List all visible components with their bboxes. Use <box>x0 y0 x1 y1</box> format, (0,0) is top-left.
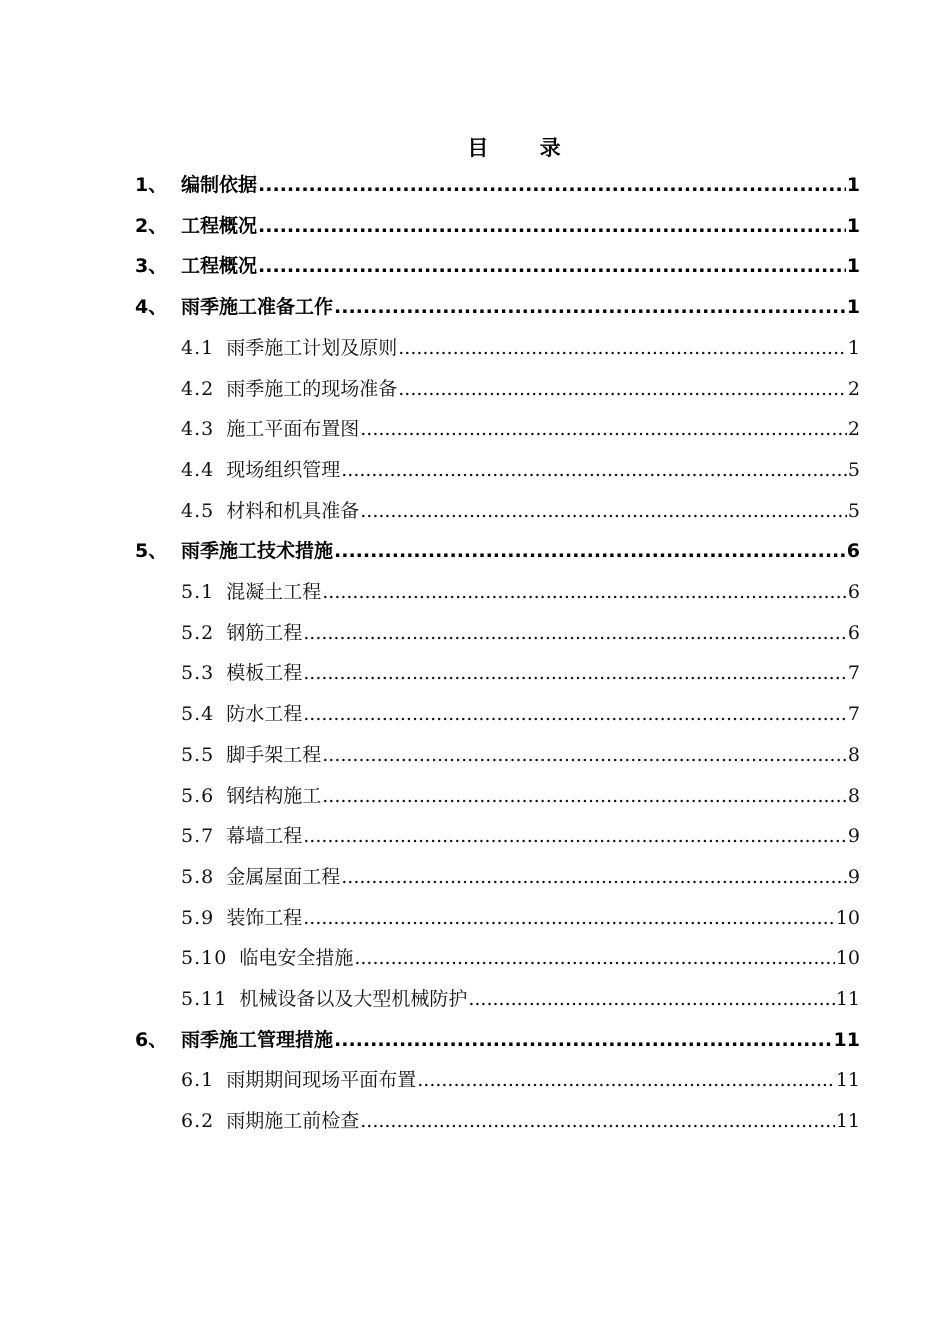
toc-page-number: 2 <box>847 377 860 400</box>
toc-entry-number: 6.2 <box>181 1110 215 1133</box>
toc-section-entry[interactable] <box>181 1060 860 1100</box>
toc-section-entry[interactable] <box>181 1101 860 1141</box>
toc-dot-leader <box>258 246 846 286</box>
toc-entry-number: 1、 <box>135 174 168 196</box>
toc-dot-leader <box>322 572 847 612</box>
toc-page-number: 6 <box>847 621 860 644</box>
toc-page-number: 7 <box>847 703 860 726</box>
toc-chapter-entry[interactable] <box>135 246 860 286</box>
toc-entry-number: 5.1 <box>181 581 215 603</box>
toc-page-number: 5 <box>847 499 860 522</box>
toc-dot-leader <box>360 409 847 449</box>
toc-entry-title: 脚手架工程 <box>226 743 322 766</box>
toc-entry-number: 2、 <box>135 214 168 237</box>
toc-dot-leader <box>322 735 847 775</box>
toc-entry-title: 雨季施工计划及原则 <box>226 336 398 359</box>
toc-dot-leader <box>334 1020 833 1060</box>
toc-entry-number: 5.4 <box>181 703 215 726</box>
toc-entry-title: 雨季施工技术措施 <box>181 540 334 563</box>
toc-dot-leader <box>303 816 847 856</box>
toc-section-entry[interactable] <box>181 857 860 897</box>
toc-page-number: 8 <box>847 743 860 766</box>
toc-entry-title: 工程概况 <box>181 255 258 278</box>
toc-section-entry[interactable] <box>181 450 860 490</box>
toc-dot-leader <box>341 450 847 490</box>
toc-entry-title: 编制依据 <box>181 174 258 196</box>
toc-section-entry[interactable] <box>181 369 860 409</box>
toc-section-entry[interactable] <box>181 491 860 531</box>
toc-entry-title: 幕墙工程 <box>226 825 303 848</box>
toc-dot-leader <box>334 531 846 571</box>
toc-page-number: 1 <box>846 214 860 237</box>
toc-entry-title: 工程概况 <box>181 214 258 237</box>
toc-entry-number: 4、 <box>135 296 168 319</box>
toc-chapter-entry[interactable] <box>135 1020 860 1060</box>
toc-dot-leader <box>334 287 846 327</box>
toc-dot-leader <box>398 369 847 409</box>
toc-page-number: 11 <box>835 988 860 1010</box>
toc-dot-leader <box>398 328 847 368</box>
toc-dot-leader <box>303 613 847 653</box>
toc-chapter-entry[interactable] <box>135 165 860 205</box>
toc-dot-leader <box>258 165 846 205</box>
toc-entry-number: 5.7 <box>181 825 215 848</box>
toc-entry-number: 4.2 <box>181 377 215 400</box>
toc-section-entry[interactable] <box>181 328 860 368</box>
toc-entry-number: 5.2 <box>181 621 215 644</box>
toc-page-number: 10 <box>835 906 860 929</box>
toc-section-entry[interactable] <box>181 653 860 693</box>
toc-entry-title: 混凝土工程 <box>226 581 322 603</box>
toc-section-entry[interactable] <box>181 613 860 653</box>
toc-page-number: 2 <box>847 418 860 441</box>
toc-entry-number: 5.5 <box>181 743 215 766</box>
toc-page-number: 1 <box>847 336 860 359</box>
toc-chapter-entry[interactable] <box>135 287 860 327</box>
toc-chapter-entry[interactable] <box>135 531 860 571</box>
toc-entry-number: 5、 <box>135 540 168 563</box>
toc-entry-title: 钢筋工程 <box>226 621 303 644</box>
toc-page-number: 6 <box>846 540 860 563</box>
toc-entry-title: 模板工程 <box>226 662 303 685</box>
toc-entry-title: 材料和机具准备 <box>226 499 360 522</box>
toc-entry-number: 5.3 <box>181 662 215 685</box>
toc-section-entry[interactable] <box>181 816 860 856</box>
toc-dot-leader <box>303 898 835 938</box>
toc-page-number: 11 <box>835 1110 860 1133</box>
toc-page-number: 9 <box>847 865 860 888</box>
toc-entry-title: 钢结构施工 <box>226 784 322 807</box>
toc-entry-title: 现场组织管理 <box>226 458 341 481</box>
toc-entry-title: 雨季施工管理措施 <box>181 1028 334 1051</box>
toc-page-number: 8 <box>847 784 860 807</box>
toc-entry-title: 施工平面布置图 <box>226 418 360 441</box>
toc-entry-number: 4.4 <box>181 458 215 481</box>
toc-entry-title: 机械设备以及大型机械防护 <box>239 988 468 1010</box>
toc-entry-number: 4.5 <box>181 499 215 522</box>
toc-section-entry[interactable] <box>181 776 860 816</box>
toc-page-number: 9 <box>847 825 860 848</box>
toc-dot-leader <box>303 653 847 693</box>
toc-entry-number: 6.1 <box>181 1069 215 1092</box>
toc-entry-title: 防水工程 <box>226 703 303 726</box>
toc-section-entry[interactable] <box>181 694 860 734</box>
toc-entry-number: 4.3 <box>181 418 215 441</box>
toc-entry-title: 雨期期间现场平面布置 <box>226 1069 417 1092</box>
toc-entry-title: 临电安全措施 <box>239 947 354 970</box>
toc-dot-leader <box>360 491 847 531</box>
toc-dot-leader <box>341 857 847 897</box>
toc-dot-leader <box>468 979 834 1019</box>
toc-entry-number: 6、 <box>135 1028 168 1051</box>
toc-entry-number: 3、 <box>135 255 168 278</box>
toc-entry-number: 5.6 <box>181 784 215 807</box>
toc-section-entry[interactable] <box>181 735 860 775</box>
toc-entry-number: 5.10 <box>181 947 228 970</box>
toc-page-number: 7 <box>847 662 860 685</box>
page-title: 目 录 <box>467 136 583 160</box>
toc-entry-title: 雨期施工前检查 <box>226 1110 360 1133</box>
toc-dot-leader <box>417 1060 835 1100</box>
toc-section-entry[interactable] <box>181 409 860 449</box>
toc-entry-number: 5.8 <box>181 865 215 888</box>
toc-page-number: 5 <box>847 458 860 481</box>
toc-section-entry[interactable] <box>181 938 860 978</box>
toc-entry-title: 装饰工程 <box>226 906 303 929</box>
toc-entry-title: 雨季施工的现场准备 <box>226 377 398 400</box>
toc-page-number: 10 <box>835 947 860 970</box>
toc-section-entry[interactable] <box>181 572 860 612</box>
toc-page-number: 11 <box>835 1069 860 1092</box>
toc-dot-leader <box>258 206 846 246</box>
toc-page-number: 1 <box>846 174 860 196</box>
toc-section-entry[interactable] <box>181 979 860 1019</box>
toc-chapter-entry[interactable] <box>135 206 860 246</box>
toc-entry-number: 5.11 <box>181 988 228 1010</box>
toc-dot-leader <box>360 1101 835 1141</box>
toc-entry-title: 雨季施工准备工作 <box>181 296 334 319</box>
toc-page-number: 11 <box>833 1028 860 1051</box>
toc-entry-number: 5.9 <box>181 906 215 929</box>
toc-entry-title: 金属屋面工程 <box>226 865 341 888</box>
toc-section-entry[interactable] <box>181 898 860 938</box>
toc-page-number: 1 <box>846 296 860 319</box>
toc-dot-leader <box>322 776 847 816</box>
toc-page-number: 1 <box>846 255 860 278</box>
toc-entry-number: 4.1 <box>181 336 215 359</box>
toc-dot-leader <box>303 694 847 734</box>
toc-page-number: 6 <box>847 581 860 603</box>
toc-dot-leader <box>354 938 834 978</box>
